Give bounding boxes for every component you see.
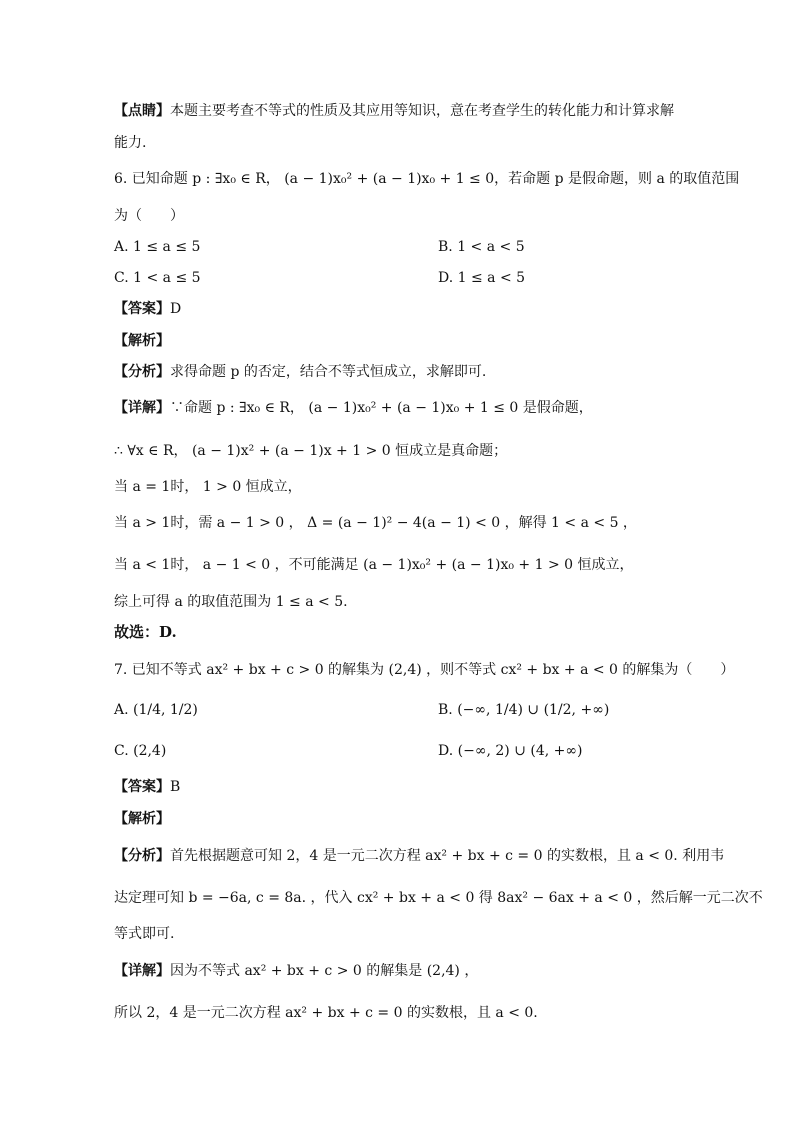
q7-xiangjie-text-1: 因为不等式 ax² + bx + c > 0 的解集是 (2,4) ， [170, 963, 479, 979]
q6-stem-line-1: 6. 已知命题 p : ∃x₀ ∈ R， (a − 1)x₀² + (a − 1)x₀ + 1 ≤ 0，若命题 p 是假命题，则 a 的取值范围 [114, 171, 740, 187]
q6-answer [114, 299, 686, 319]
q6-xiangjie-5: 当 a < 1时， a − 1 < 0 ，不可能满足 (a − 1)x₀² + (a − 1)x₀ + 1 > 0 恒成立， [114, 557, 634, 573]
q6-jiexi-tag: 【解析】 [114, 333, 170, 349]
q6-xiangjie-1 [114, 398, 686, 418]
q7-option-a: A. (1/4, 1/2) [114, 702, 198, 718]
q6-xiangjie-text-1: ∵命题 p : ∃x₀ ∈ R， (a − 1)x₀² + (a − 1)x₀ + 1 ≤ 0 是假命题， [170, 400, 593, 416]
q7-fenxi-1 [114, 846, 725, 866]
dianjing-tag: 【点睛】 [114, 103, 170, 119]
q6-fenxi [114, 362, 686, 382]
q7-answer-value: B [170, 779, 181, 795]
q6-option-a: A. 1 ≤ a ≤ 5 [114, 239, 201, 255]
q7-option-c: C. (2,4) [114, 743, 167, 759]
q7-stem: 7. 已知不等式 ax² + bx + c > 0 的解集为 (2,4) ，则不等式 cx² + bx + a < 0 的解集为（ ） [114, 662, 735, 678]
q7-xiangjie-1 [114, 961, 686, 981]
q7-fenxi-tag: 【分析】 [114, 848, 170, 864]
q6-option-b: B. 1 < a < 5 [438, 239, 525, 255]
q7-answer-tag: 【答案】 [114, 779, 170, 795]
q6-option-d: D. 1 ≤ a < 5 [438, 270, 526, 286]
q7-answer [114, 777, 686, 797]
q6-xiangjie-3: 当 a = 1时， 1 > 0 恒成立， [114, 479, 302, 495]
q6-xiangjie-6: 综上可得 a 的取值范围为 1 ≤ a < 5. [114, 594, 348, 610]
q7-option-b: B. (−∞, 1/4) ∪ (1/2, +∞) [438, 702, 610, 718]
q6-xiangjie-4: 当 a > 1时，需 a − 1 > 0 ， Δ = (a − 1)² − 4(a − 1) < 0 ，解得 1 < a < 5 ， [114, 515, 637, 531]
q7-option-d: D. (−∞, 2) ∪ (4, +∞) [438, 743, 583, 759]
q7-xiangjie-tag: 【详解】 [114, 963, 170, 979]
q6-stem-line-2: 为（ ） [114, 208, 184, 224]
q7-xiangjie-2: 所以 2，4 是一元二次方程 ax² + bx + c = 0 的实数根，且 a < 0. [114, 1005, 538, 1021]
q7-fenxi-2: 达定理可知 b = −6a, c = 8a. ，代入 cx² + bx + a < 0 得 8ax² − 6ax + a < 0 ，然后解一元二次不 [114, 890, 763, 906]
dianjing-text-2: 能力. [114, 135, 147, 151]
dianjing-paragraph [114, 101, 686, 121]
q7-fenxi-3: 等式即可. [114, 926, 175, 942]
q6-answer-value: D [170, 301, 182, 317]
q6-xiangjie-tag: 【详解】 [114, 400, 170, 416]
q6-fenxi-text: 求得命题 p 的否定，结合不等式恒成立，求解即可. [170, 364, 487, 380]
q6-xiangjie-2: ∴ ∀x ∈ R， (a − 1)x² + (a − 1)x + 1 > 0 恒成立是真命题； [114, 443, 508, 459]
dianjing-text-1: 本题主要考查不等式的性质及其应用等知识，意在考查学生的转化能力和计算求解 [170, 103, 674, 119]
q6-answer-tag: 【答案】 [114, 301, 170, 317]
q6-fenxi-tag: 【分析】 [114, 364, 170, 380]
q7-jiexi-tag: 【解析】 [114, 811, 170, 827]
q6-guxuan: 故选：D. [114, 623, 177, 641]
q6-option-c: C. 1 < a ≤ 5 [114, 270, 201, 286]
q7-fenxi-text-1: 首先根据题意可知 2，4 是一元二次方程 ax² + bx + c = 0 的实数根，且 a < 0. 利用韦 [170, 848, 725, 864]
